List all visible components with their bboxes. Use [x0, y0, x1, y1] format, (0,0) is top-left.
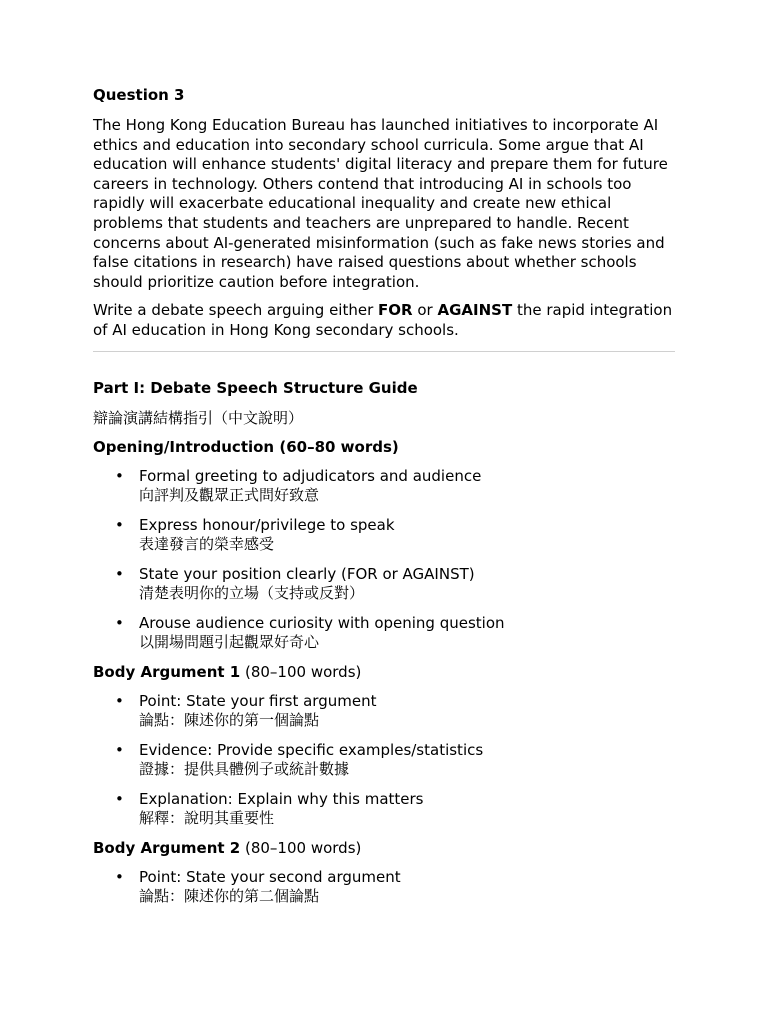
body2-word-count: (80–100 words) — [240, 839, 362, 857]
bullet-icon: • — [115, 692, 124, 710]
task-against-keyword: AGAINST — [437, 301, 513, 319]
list-item-text-zh: 以開場問題引起觀眾好奇心 — [139, 633, 320, 651]
task-text-start: Write a debate speech arguing either — [93, 301, 379, 319]
list-item-text: Point: State your first argument — [139, 692, 377, 710]
list-item-text: Arouse audience curiosity with opening question — [139, 614, 505, 632]
body2-heading — [93, 839, 361, 859]
opening-heading: Opening/Introduction (60–80 words) — [93, 438, 399, 456]
list-item-text-zh: 向評判及觀眾正式問好致意 — [139, 486, 320, 504]
part1-subtitle-zh: 辯論演講結構指引（中文說明） — [93, 409, 304, 427]
body1-title: Body Argument 1 — [93, 663, 241, 681]
question-paragraph: The Hong Kong Education Bureau has launched initiatives to incorporate AI ethics and education into secondary school curricula. Some argue that AI education will enhance students' digital literacy and prepare them for future careers in technology. Others contend that introducing AI in schools too rapidly will exacerbate educational inequality and create new ethical problems that students and teachers are unprepared to handle. Recent concerns about AI-generated misinformation (such as fake news stories and false citations in research) have raised questions about whether schools should prioritize caution before integration. — [93, 116, 668, 291]
list-item-text-zh: 表達發言的榮幸感受 — [139, 535, 275, 553]
task-for-keyword: FOR — [378, 301, 413, 319]
list-item-text-zh: 論點：陳述你的第一個論點 — [139, 711, 320, 729]
question-title: Question 3 — [93, 86, 185, 104]
bullet-icon: • — [115, 467, 124, 485]
bullet-icon: • — [115, 741, 124, 759]
task-instruction — [93, 301, 678, 340]
bullet-icon: • — [115, 516, 124, 534]
part1-title: Part I: Debate Speech Structure Guide — [93, 379, 418, 397]
list-item-text-zh: 證據：提供具體例子或統計數據 — [139, 760, 350, 778]
task-text-or: or — [412, 301, 438, 319]
section-divider — [93, 351, 675, 352]
list-item-text: State your position clearly (FOR or AGAINST) — [139, 565, 475, 583]
list-item-text: Point: State your second argument — [139, 868, 401, 886]
list-item-text: Explanation: Explain why this matters — [139, 790, 424, 808]
bullet-icon: • — [115, 790, 124, 808]
bullet-icon: • — [115, 614, 124, 632]
list-item-text: Express honour/privilege to speak — [139, 516, 395, 534]
bullet-icon: • — [115, 868, 124, 886]
bullet-icon: • — [115, 565, 124, 583]
list-item-text-zh: 清楚表明你的立場（支持或反對） — [139, 584, 365, 602]
body1-heading — [93, 663, 361, 683]
task-text-end: the rapid integration of AI education in Hong Kong secondary schools. — [93, 301, 673, 339]
body2-title: Body Argument 2 — [93, 839, 241, 857]
body1-word-count: (80–100 words) — [240, 663, 362, 681]
list-item-text: Formal greeting to adjudicators and audience — [139, 467, 482, 485]
list-item-text-zh: 論點：陳述你的第二個論點 — [139, 887, 320, 905]
list-item-text-zh: 解釋：說明其重要性 — [139, 809, 275, 827]
list-item-text: Evidence: Provide specific examples/statistics — [139, 741, 484, 759]
